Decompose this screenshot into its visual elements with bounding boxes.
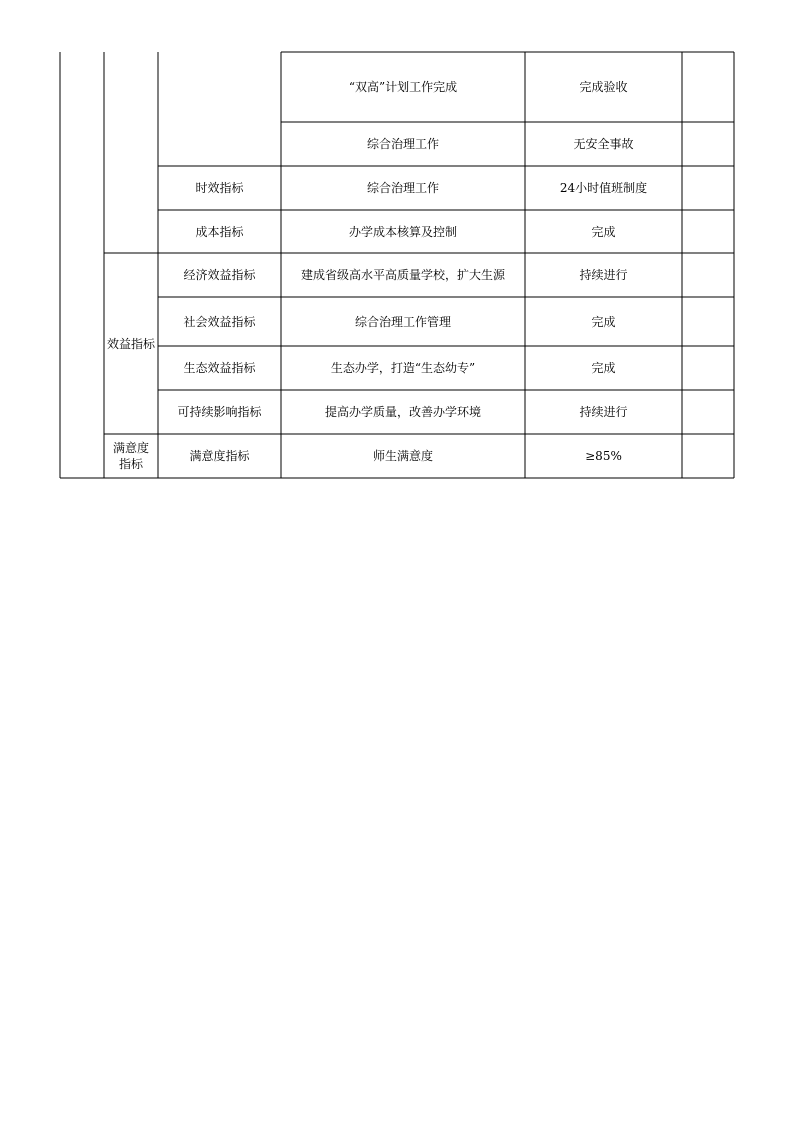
- group-label-satisfaction: 满意度指标: [112, 441, 149, 471]
- group-label-benefit: 效益指标: [107, 336, 156, 351]
- row-3-target: 完成: [591, 224, 616, 239]
- row-0-target: 完成验收: [579, 80, 628, 94]
- row-8-indicator: 满意度指标: [189, 449, 250, 463]
- row-1-target: 无安全事故: [573, 137, 634, 151]
- row-6-content: 生态办学，打造“生态幼专”: [330, 361, 476, 375]
- row-6-target: 完成: [591, 361, 616, 375]
- row-8-content: 师生满意度: [372, 449, 433, 463]
- row-0-content: “双高”计划工作完成: [348, 80, 458, 94]
- row-4-content: 建成省级高水平高质量学校，扩大生源: [300, 268, 505, 282]
- row-5-content: 综合治理工作管理: [354, 314, 451, 329]
- row-4-indicator: 经济效益指标: [183, 268, 256, 282]
- row-7-content: 提高办学质量，改善办学环境: [324, 405, 481, 419]
- row-7-target: 持续进行: [579, 405, 628, 419]
- row-5-target: 完成: [591, 314, 616, 329]
- row-2-content: 综合治理工作: [366, 181, 439, 195]
- row-3-content: 办学成本核算及控制: [348, 224, 457, 239]
- row-4-target: 持续进行: [579, 268, 628, 282]
- row-8-target: ≥85%: [585, 449, 622, 463]
- row-2-indicator: 时效指标: [195, 181, 244, 195]
- row-2-target: 24小时值班制度: [559, 181, 648, 195]
- row-6-indicator: 生态效益指标: [183, 361, 256, 375]
- row-5-indicator: 社会效益指标: [183, 314, 256, 329]
- row-7-indicator: 可持续影响指标: [177, 405, 262, 419]
- row-1-content: 综合治理工作: [366, 137, 439, 151]
- row-3-indicator: 成本指标: [195, 224, 244, 239]
